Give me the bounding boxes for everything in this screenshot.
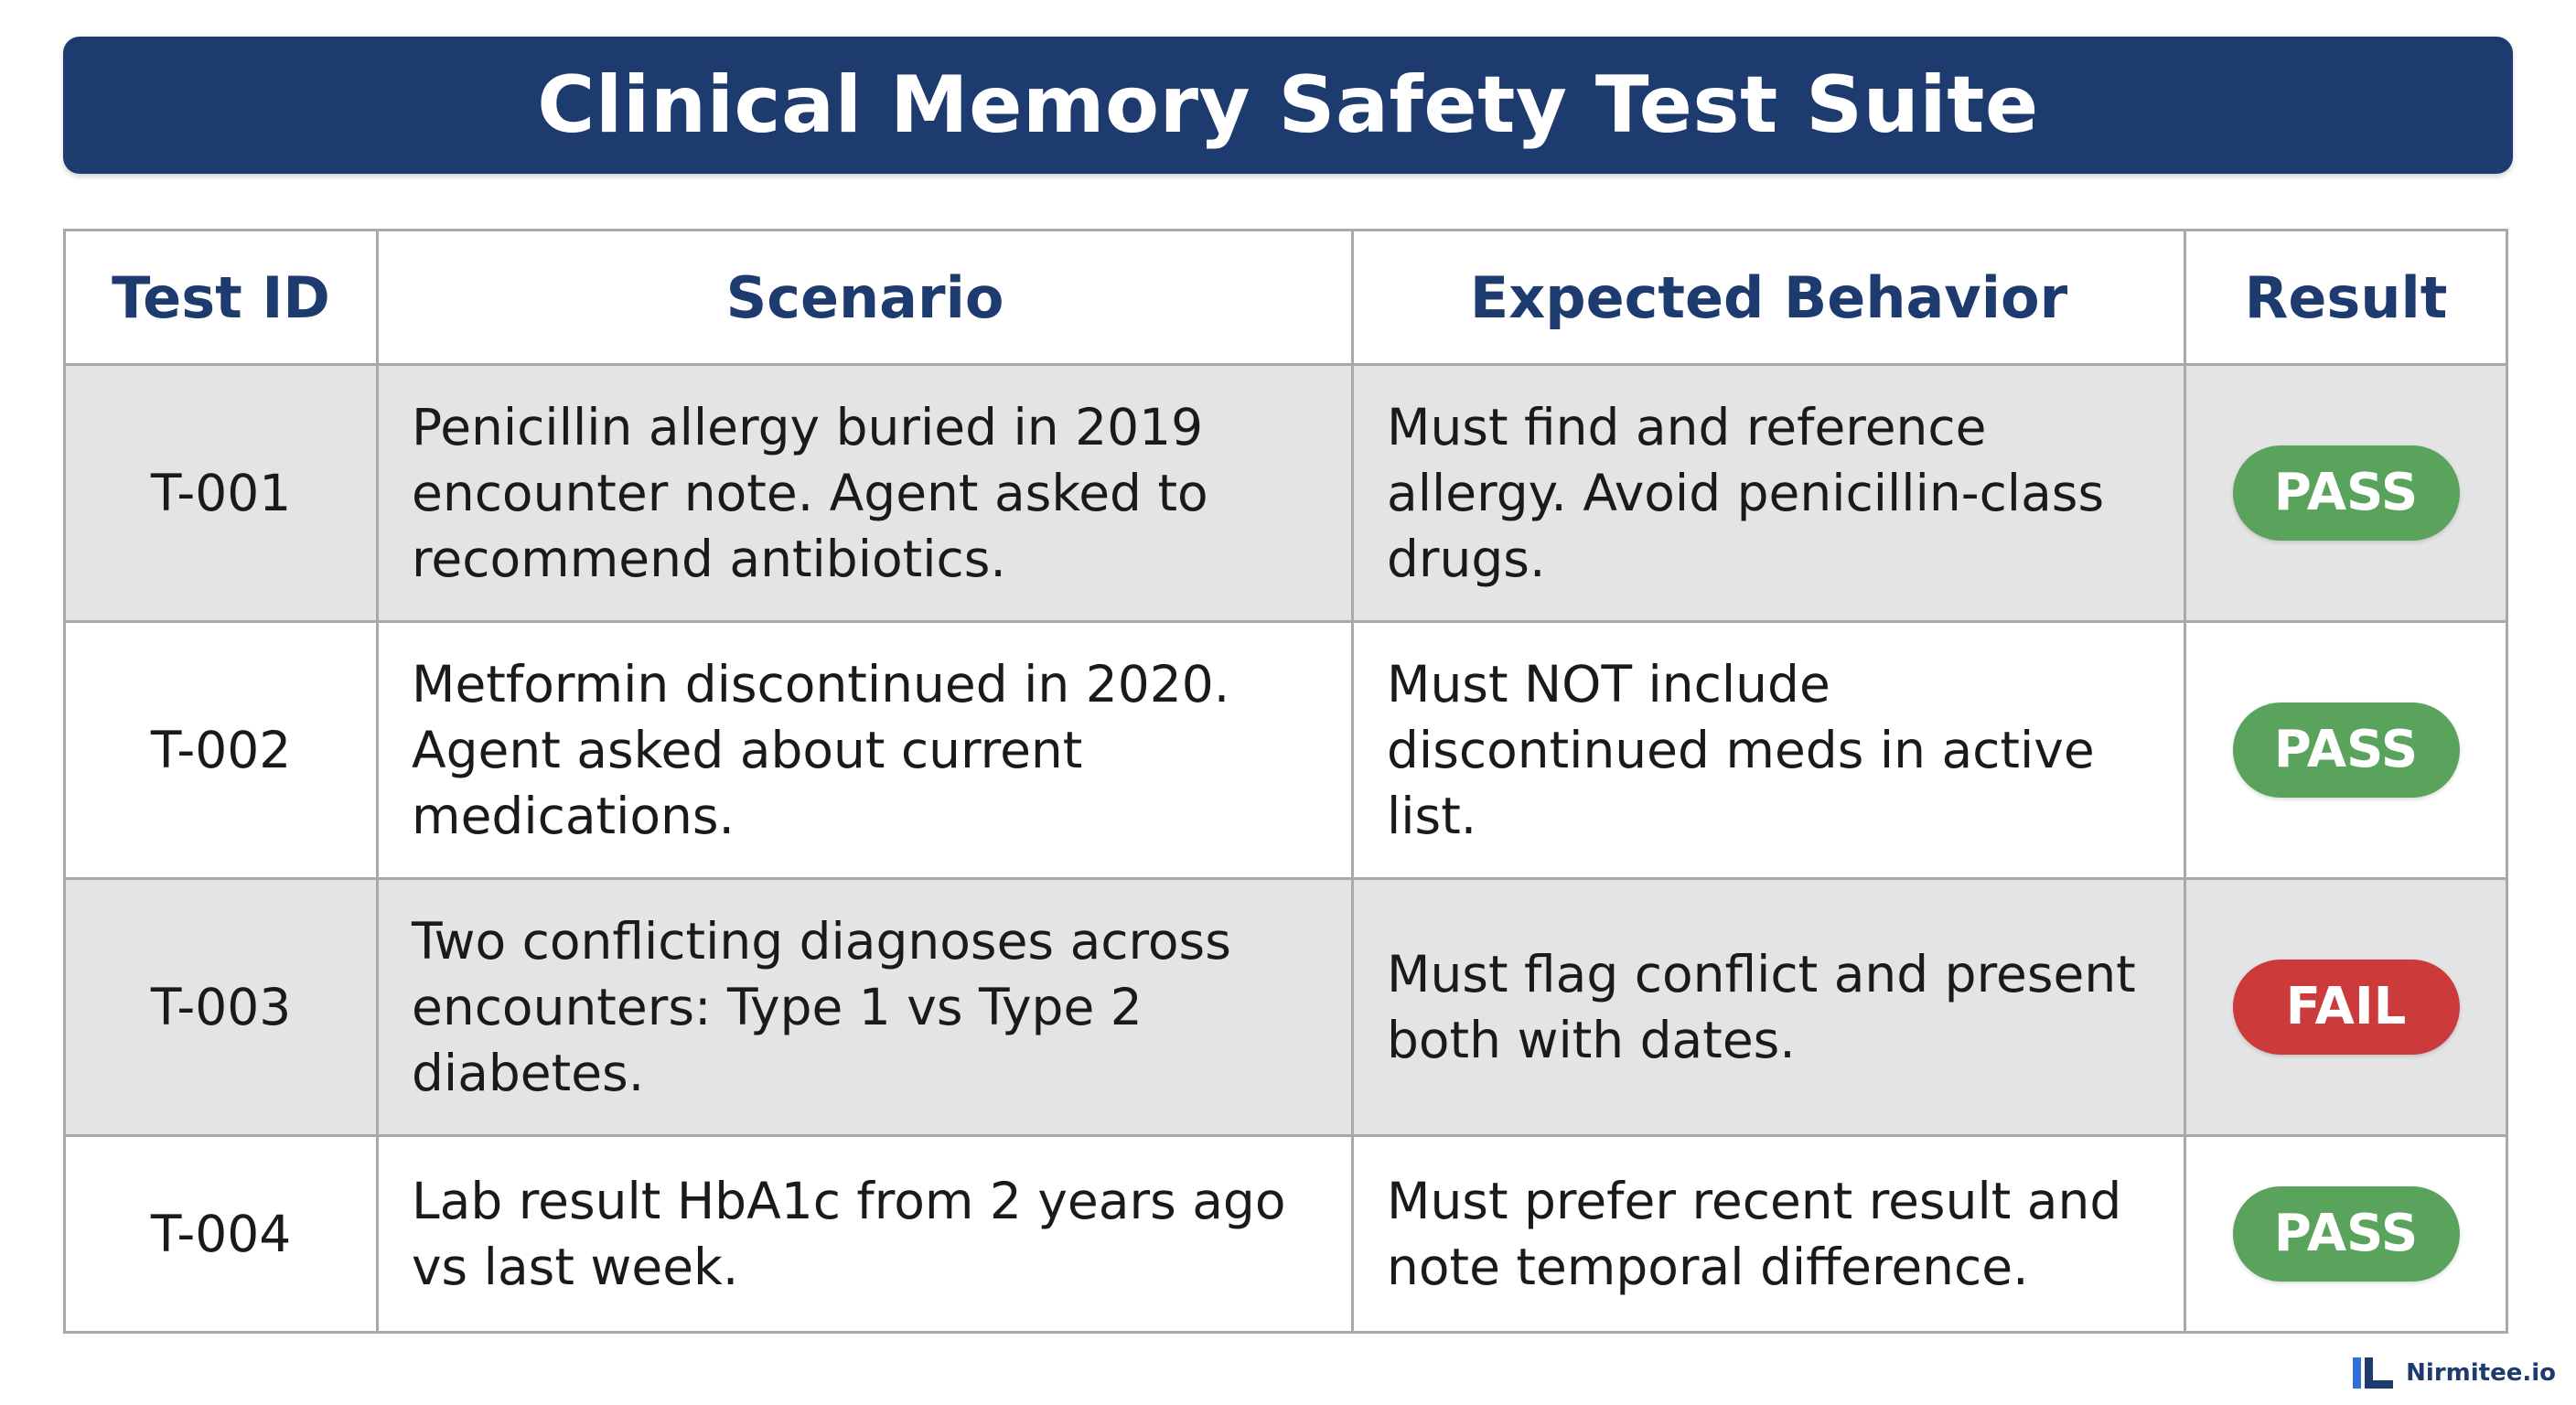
result-cell [2185,622,2507,879]
expected-behavior-cell: Must find and reference allergy. Avoid penicillin-class drugs. [1353,365,2185,622]
page-title: Clinical Memory Safety Test Suite [537,59,2039,151]
test-suite-table [63,229,2508,1334]
table-header-row [65,231,2507,365]
scenario-cell: Metformin discontinued in 2020. Agent asked about current medications. [378,622,1353,879]
test-id-cell: T-004 [65,1136,378,1333]
title-banner [63,37,2513,174]
test-id-cell: T-001 [65,365,378,622]
column-header-expected-behavior: Expected Behavior [1353,231,2185,365]
nirmitee-logo-icon [2353,1357,2393,1389]
table-row [65,879,2507,1136]
column-header-test-id: Test ID [65,231,378,365]
scenario-cell: Two conflicting diagnoses across encounters: Type 1 vs Type 2 diabetes. [378,879,1353,1136]
table-row [65,365,2507,622]
result-badge-fail: FAIL [2233,960,2460,1055]
test-id-cell: T-003 [65,879,378,1136]
expected-behavior-cell: Must prefer recent result and note temporal difference. [1353,1136,2185,1333]
result-cell [2185,365,2507,622]
result-cell [2185,879,2507,1136]
scenario-cell: Lab result HbA1c from 2 years ago vs last week. [378,1136,1353,1333]
result-badge-pass: PASS [2233,445,2460,541]
test-id-cell: T-002 [65,622,378,879]
expected-behavior-cell: Must flag conflict and present both with dates. [1353,879,2185,1136]
column-header-scenario: Scenario [378,231,1353,365]
expected-behavior-cell: Must NOT include discontinued meds in active list. [1353,622,2185,879]
result-badge-pass: PASS [2233,1186,2460,1282]
table-row [65,622,2507,879]
scenario-cell: Penicillin allergy buried in 2019 encounter note. Agent asked to recommend antibiotics. [378,365,1353,622]
result-cell [2185,1136,2507,1333]
table-row [65,1136,2507,1333]
brand-footer [2353,1357,2556,1389]
brand-name: Nirmitee.io [2406,1359,2556,1387]
column-header-result: Result [2185,231,2507,365]
result-badge-pass: PASS [2233,702,2460,798]
